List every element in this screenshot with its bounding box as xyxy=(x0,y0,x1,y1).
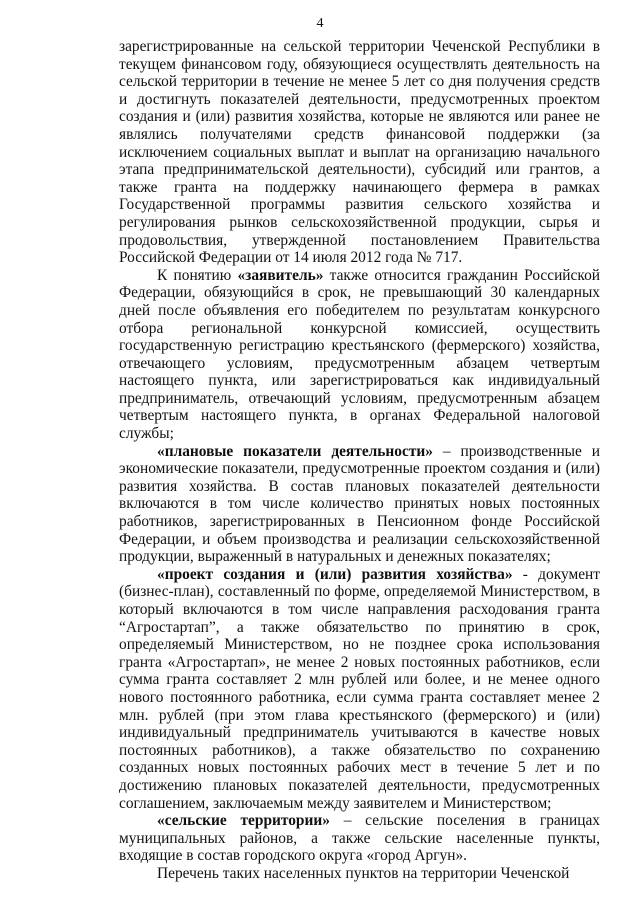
defined-term: «проект создания и (или) развития хозяйства» xyxy=(157,565,513,583)
paragraph-lead: К понятию xyxy=(157,266,238,284)
defined-term: «плановые показатели деятельности» xyxy=(157,442,433,460)
document-body xyxy=(119,38,600,883)
paragraph-text: также относится гражданин Российской Федерации, обязующийся в срок, не превышающий 30 календарных дней после объявления его победителем по результатам конкурсного отбора региональной конкурсной комиссией, осуществить государственную регистрацию крестьянского (фермерского) хозяйства, отвечающего условиям, предусмотренным абзацем четвертым настоящего пункта, или зарегистрироваться как индивидуальный предприниматель, отвечающий условиям, предусмотренным абзацем четвертым настоящего пункта, в органах Федеральной налоговой службы; xyxy=(119,266,600,443)
paragraph-list-start xyxy=(119,865,600,883)
paragraph-continuation xyxy=(119,38,600,267)
paragraph-text: – сельские поселения в границах муниципальных районов, а также сельские населенные пункты, входящие в состав городского округа «город Аргун». xyxy=(119,812,600,865)
paragraph-text: Перечень таких населенных пунктов на территории Чеченской xyxy=(157,864,570,882)
paragraph-text: – производственные и экономические показатели, предусмотренные проектом создания и (или) развития хозяйства. В состав плановых показателей деятельности включаются в том числе количество принятых новых постоянных работников, зарегистрированных в Пенсионном фонде Российской Федерации, и объем производства и реализации сельскохозяйственной продукции, выраженный в натуральных и денежных показателях; xyxy=(119,442,601,566)
defined-term: «сельские территории» xyxy=(157,812,330,830)
paragraph-text: зарегистрированные на сельской территории Чеченской Республики в текущем финансовом году, обязующиеся осуществлять деятельность на сельской территории в течение не менее 5 лет со дня получения средств и достигнуть показателей деятельности, предусмотренных проектом создания и (или) развития хозяйства, которые не являются или ранее не являлись получателями средств финансовой поддержки (за исключением социальных выплат и выплат на организацию начального этапа предпринимательской деятельности), субсидий или грантов, а также гранта на поддержку начинающего фермера в рамках Государственной программы развития сельского хозяйства и регулирования рынков сельскохозяйственной продукции, сырья и продовольствия, утвержденной постановлением Правительства Российской Федерации от 14 июля 2012 года № 717. xyxy=(119,38,600,267)
paragraph-text: - документ (бизнес-план), составленный по форме, определяемой Министерством, в который включаются в том числе направления расходования гранта “Агростартап”, а также обязательство по принятию в срок, определяемый Министерством, но не позднее срока использования гранта «Агростартап», не менее 2 новых постоянных работников, если сумма гранта составляет 2 млн рублей или более, и не менее одного нового постоянного работника, если сумма гранта составляет менее 2 млн. рублей (при этом глава крестьянского (фермерского) и (или) индивидуальный предприниматель учитываются в качестве новых постоянных работников), а также обязательство по сохранению созданных новых постоянных рабочих мест в течение 5 лет и по достижению плановых показателей деятельности, предусмотренных соглашением, заключаемым между заявителем и Министерством; xyxy=(119,565,600,812)
page-number: 4 xyxy=(316,16,324,31)
defined-term: «заявитель» xyxy=(237,266,324,284)
paragraph-project xyxy=(119,566,600,812)
paragraph-planned-indicators xyxy=(119,443,600,566)
paragraph-rural-territories xyxy=(119,812,600,865)
paragraph-applicant xyxy=(119,267,600,443)
